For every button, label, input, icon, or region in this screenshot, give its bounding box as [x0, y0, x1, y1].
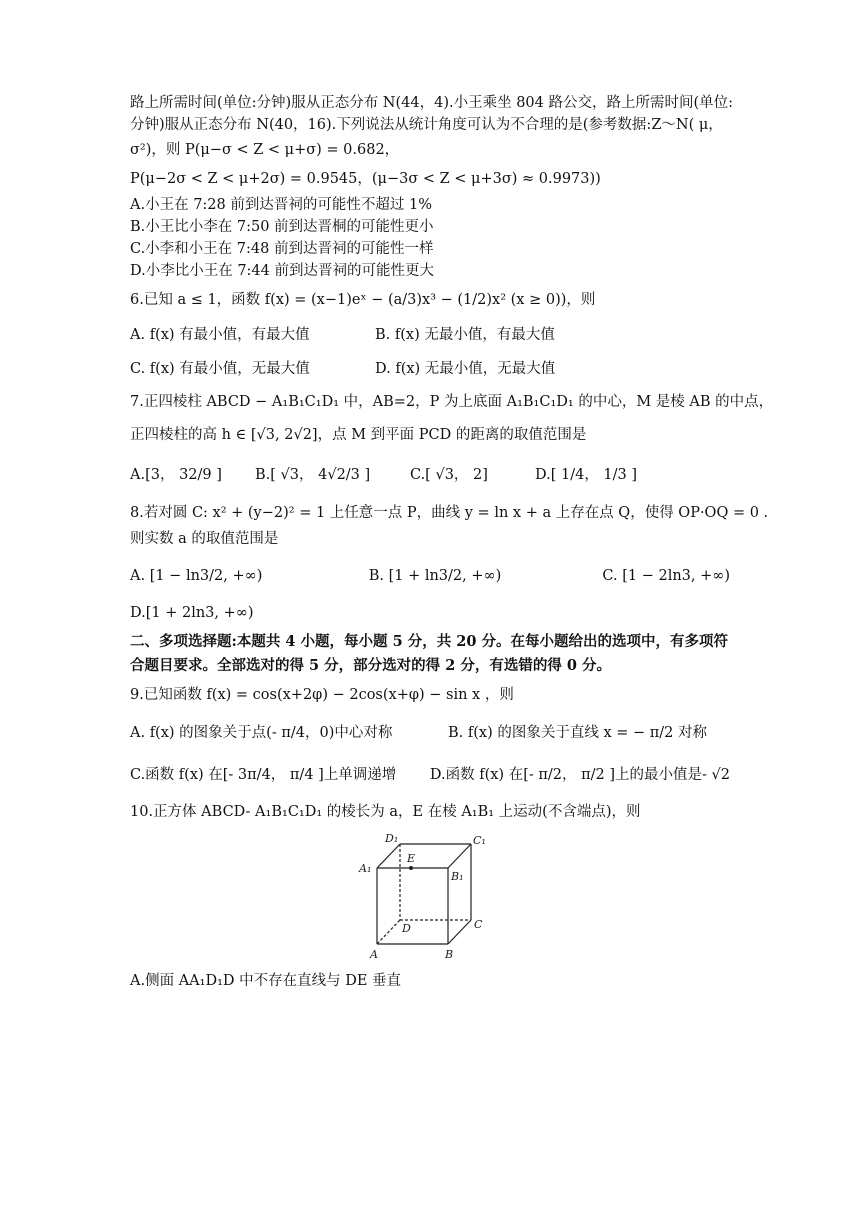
question-9: 9.已知函数 f(x) = cos(x+2φ) − 2cos(x+φ) − sin x ，则 — [130, 687, 514, 703]
option-8a: A. [1 − ln3/2, +∞) — [130, 568, 263, 584]
label-e: E — [407, 852, 416, 865]
option-5a: A.小王在 7:28 前到达晋祠的可能性不超过 1% — [130, 197, 432, 213]
question-8-line1: 8.若对圆 C: x² + (y−2)² = 1 上任意一点 P，曲线 y = ln x + a 上存在点 Q，使得 OP·OQ = 0 . — [130, 505, 769, 521]
text-line: 路上所需时间(单位:分钟)服从正态分布 N(44，4).小王乘坐 804 路公交，路上所需时间(单位: — [130, 95, 734, 111]
text-line: σ²)，则 P(μ−σ < Z < μ+σ) = 0.682， — [130, 142, 400, 158]
label-a1: A₁ — [359, 862, 372, 875]
option-7c: C.[ √3， 2] — [410, 467, 488, 483]
label-b: B — [445, 948, 454, 961]
option-6a: A. f(x) 有最小值，有最大值 — [130, 327, 310, 343]
question-10: 10.正方体 ABCD- A₁B₁C₁D₁ 的棱长为 a，E 在棱 A₁B₁ 上运动(不含端点)，则 — [130, 804, 641, 820]
point-e — [409, 866, 413, 870]
option-7a: A.[3， 32/9 ] — [130, 467, 222, 483]
option-7b: B.[ √3， 4√2/3 ] — [255, 467, 371, 483]
cube-diagram — [355, 832, 505, 962]
question-7-line1: 7.正四棱柱 ABCD − A₁B₁C₁D₁ 中，AB=2，P 为上底面 A₁B₁C₁D₁ 的中心，M 是棱 AB 的中点， — [130, 394, 774, 410]
question-7-line2: 正四棱柱的高 h ∈ [√3, 2√2]，点 M 到平面 PCD 的距离的取值范围是 — [130, 427, 587, 443]
option-6b: B. f(x) 无最小值，有最大值 — [375, 327, 555, 343]
section-2-header: 合题目要求。全部选对的得 5 分，部分选对的得 2 分，有选错的得 0 分。 — [130, 657, 612, 674]
option-8d: D.[1 + 2ln3, +∞) — [130, 605, 254, 621]
label-d1: D₁ — [385, 832, 399, 845]
option-6d: D. f(x) 无最小值，无最大值 — [375, 361, 556, 377]
text-line: 分钟)服从正态分布 N(40，16).下列说法从统计角度可认为不合理的是(参考数据:Z～N( μ， — [130, 117, 723, 133]
option-9b: B. f(x) 的图象关于直线 x = − π/2 对称 — [448, 725, 708, 741]
option-5d: D.小李比小王在 7:44 前到达晋祠的可能性更大 — [130, 263, 434, 279]
label-a: A — [370, 948, 378, 961]
label-c: C — [474, 918, 483, 931]
option-8c: C. [1 − 2ln3, +∞) — [602, 568, 730, 584]
section-2-header: 二、多项选择题:本题共 4 小题，每小题 5 分，共 20 分。在每小题给出的选项中，有多项符 — [130, 633, 728, 650]
option-10a: A.侧面 AA₁D₁D 中不存在直线与 DE 垂直 — [130, 973, 402, 989]
option-9a: A. f(x) 的图象关于点(- π/4，0)中心对称 — [130, 725, 393, 741]
option-7d: D.[ 1/4， 1/3 ] — [535, 467, 638, 483]
cube-figure — [130, 832, 730, 966]
text-line: P(μ−2σ < Z < μ+2σ) = 0.9545，(μ−3σ < Z < μ+3σ) ≈ 0.9973)) — [130, 171, 601, 187]
label-b1: B₁ — [451, 870, 464, 883]
label-c1: C₁ — [473, 834, 486, 847]
label-d: D — [402, 922, 411, 935]
question-6: 6.已知 a ≤ 1，函数 f(x) = (x−1)eˣ − (a/3)x³ − (1/2)x² (x ≥ 0))，则 — [130, 292, 596, 308]
option-6c: C. f(x) 有最小值，无最大值 — [130, 361, 310, 377]
option-9c: C.函数 f(x) 在[- 3π/4， π/4 ]上单调递增 — [130, 767, 397, 783]
option-9d: D.函数 f(x) 在[- π/2， π/2 ]上的最小值是- √2 — [429, 767, 730, 783]
option-8b: B. [1 + ln3/2, +∞) — [368, 568, 502, 584]
exam-page — [130, 92, 774, 992]
question-8-line2: 则实数 a 的取值范围是 — [130, 531, 279, 547]
option-5b: B.小王比小李在 7:50 前到达晋桐的可能性更小 — [130, 219, 434, 235]
option-5c: C.小李和小王在 7:48 前到达晋祠的可能性一样 — [130, 241, 434, 257]
